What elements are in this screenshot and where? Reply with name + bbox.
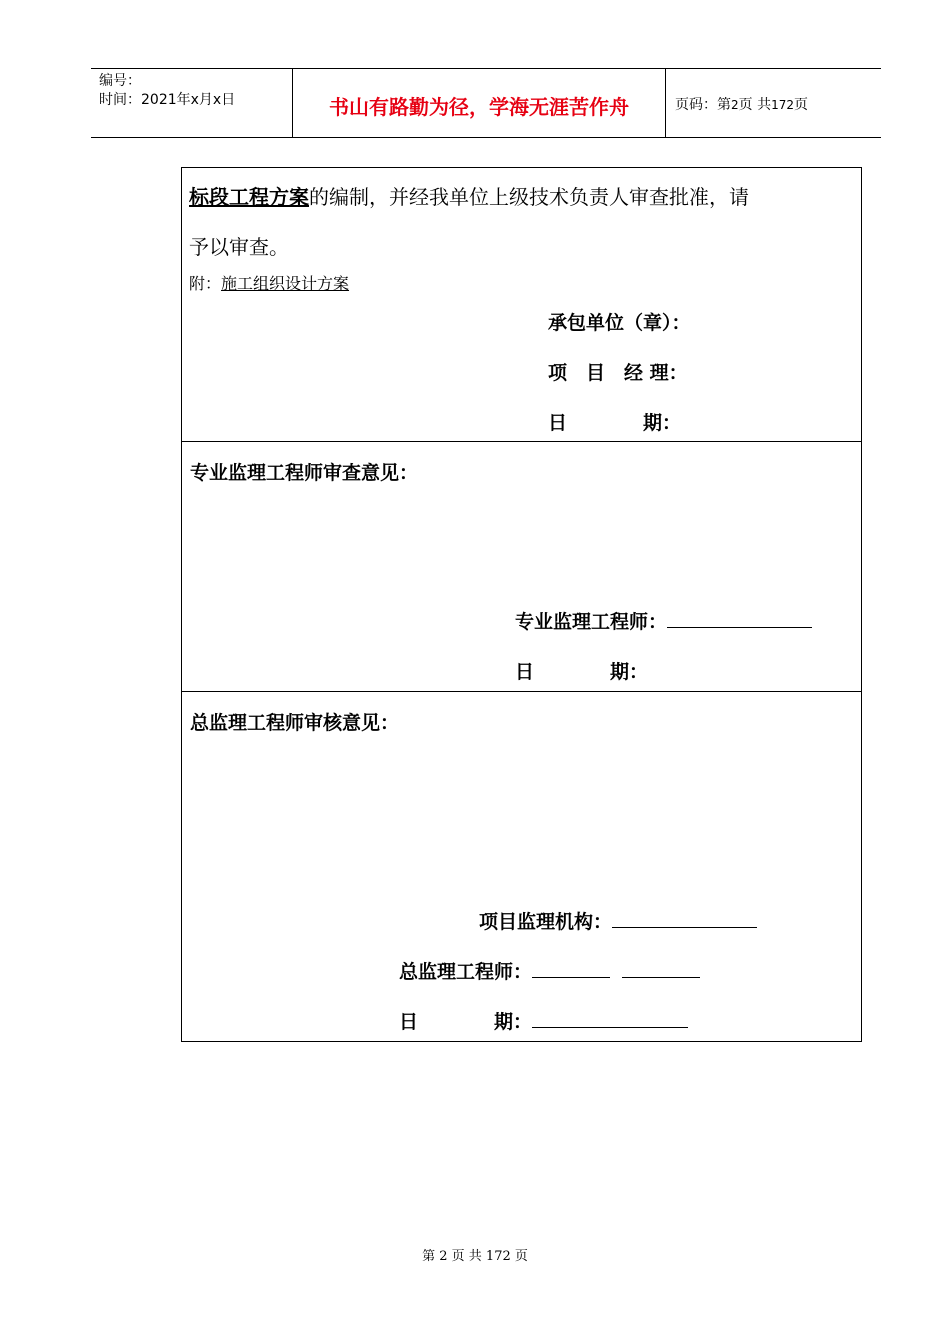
specialist-engineer-signature-field[interactable]: [667, 609, 812, 628]
specialist-review-section: [182, 442, 861, 691]
attachment-link[interactable]: 施工组织设计方案: [221, 274, 350, 293]
header-divider: [665, 69, 666, 137]
attachment-line: [189, 271, 349, 294]
chief-engineer-signature-field-2[interactable]: [622, 959, 700, 978]
chief-review-section: [182, 692, 861, 1041]
approval-form: [181, 167, 862, 1042]
page-footer: 第 2 页 共 172 页: [422, 1249, 528, 1264]
header-motto: 书山有路勤为径，学海无涯苦作舟: [329, 95, 629, 119]
number-label: 编号：: [99, 73, 141, 89]
chief-engineer-signature-field[interactable]: [532, 959, 610, 978]
chief-date-field[interactable]: [532, 1009, 688, 1028]
time-label: 时间：2021年x月x日: [99, 92, 236, 108]
project-manager-label: 项 目 经 理：: [548, 362, 688, 384]
specialist-engineer-line: [515, 607, 812, 634]
submission-text-line1: [189, 181, 749, 210]
specialist-date-label: 日 期：: [515, 661, 649, 683]
attach-label: 附：: [189, 274, 222, 293]
chief-engineer-line: [399, 957, 700, 984]
supervision-org-label: 项目监理机构：: [479, 911, 613, 933]
project-name: 标段工程方案: [189, 185, 309, 209]
supervision-org-line: [479, 907, 757, 934]
page-header: [91, 68, 881, 138]
page-number: 2: [731, 98, 739, 112]
page-total: 172: [771, 98, 794, 112]
submission-section: [182, 168, 861, 441]
date-label: 日 期：: [548, 412, 682, 434]
contractor-label: 承包单位（章）：: [548, 312, 691, 334]
chief-engineer-label: 总监理工程师：: [399, 961, 533, 983]
chief-date-line: [399, 1007, 688, 1034]
chief-date-label: 日 期：: [399, 1011, 533, 1033]
page-mid: 页 共: [738, 97, 772, 113]
chief-review-title: 总监理工程师审核意见：: [190, 712, 400, 734]
page-suffix: 页: [794, 97, 808, 113]
specialist-engineer-label: 专业监理工程师：: [515, 611, 668, 633]
supervision-org-field[interactable]: [612, 909, 757, 928]
header-page-info: [675, 94, 808, 114]
header-info: [99, 72, 235, 110]
submission-text: 的编制，并经我单位上级技术负责人审查批准，请: [309, 185, 749, 209]
page-prefix: 页码：第: [675, 97, 731, 113]
submission-text-line2: 予以审查。: [189, 235, 289, 259]
specialist-review-title: 专业监理工程师审查意见：: [190, 462, 419, 484]
